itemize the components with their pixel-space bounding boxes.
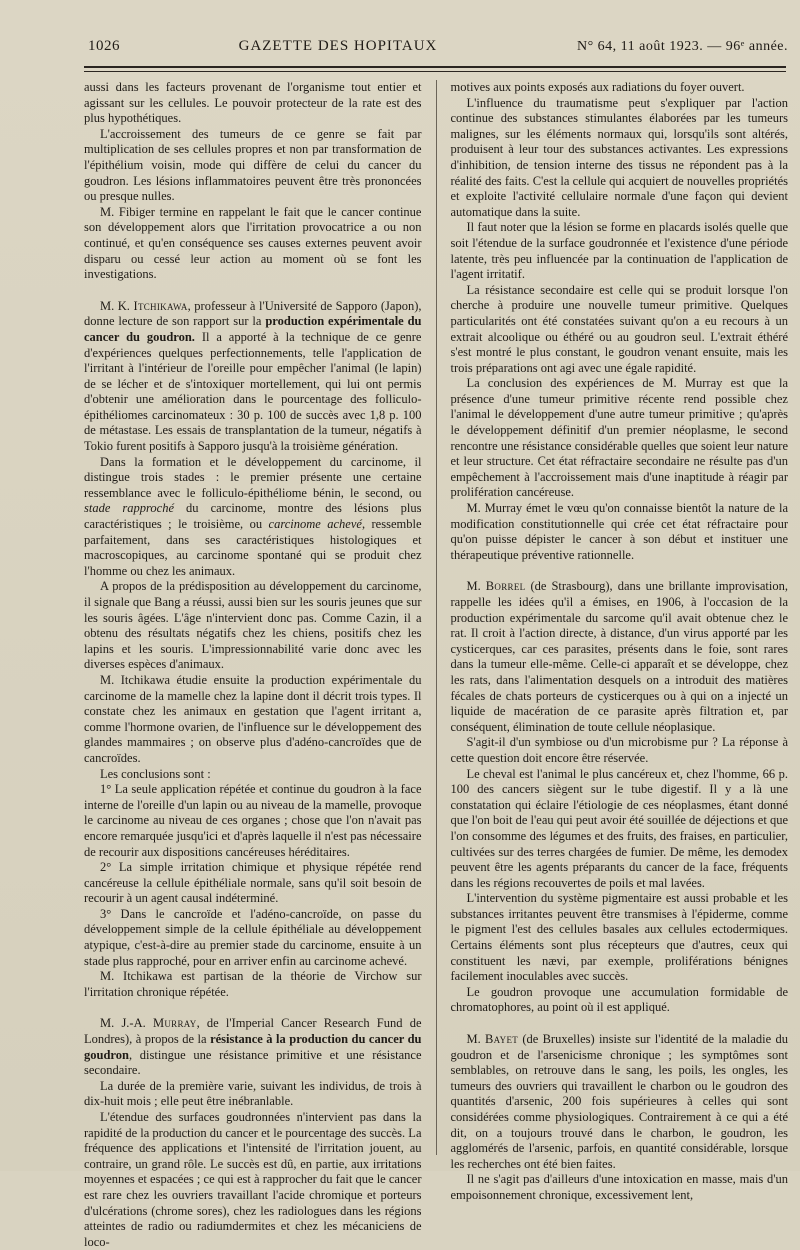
paragraph: S'agit-il d'un symbiose ou d'un microbisme pur ? La réponse à cette question doit encore être réservée. [450, 735, 788, 765]
column-divider [436, 80, 437, 1155]
paragraph: L'intervention du système pigmentaire est aussi probable et les substances irritantes peuvent être transmises à l'épiderme, comme le pigment l'est des cellules basales aux cellules ectodermiques. Certains éléments sont plus récepteurs que d'autres, ceux qui constituent les nævi, par exemple, proliférations bénignes facilement inoculables avec succès. [450, 891, 788, 984]
text-run: , ressemble parfaitement, dans ses caractéristiques histologiques et macroscopiques, au carcinome spontané qui se produit chez l'homme ou chez les animaux. [84, 517, 422, 578]
journal-title: GAZETTE DES HOPITAUX [238, 38, 438, 54]
conclusion-item: 1° La seule application répétée et continue du goudron à la face interne de l'oreille d'un lapin ou au niveau de la mamelle, provoque le carcinome au niveau de ces organes ; chose que l'on n'avait pas encore remarquée jusqu'ici et d'après laquelle il n'est pas nécessaire de recourir aux dispositions cancéreuses héréditaires. [84, 782, 422, 859]
paragraph: Il faut noter que la lésion se forme en placards isolés quelle que soit l'étendue de la surface goudronnée et l'existence d'une période latente, très peu influencée par la continuation de l'application de l'agent irritatif. [450, 220, 788, 282]
author-name: Borrel [485, 579, 526, 594]
text-run: Il a apporté à la technique de ce genre d'expériences quelques perfectionnements, telle l'application de l'irritant à l'intérieur de l'oreille pour empêcher l'animal (le lapin) de se lécher et de s'intoxiquer mortellement, qui lui ont permis d'obtenir une amélioration dans le pourcentage des folliculo-épithéliomes carcinomateux : 30 p. 100 de succès avec 1,8 p. 100 de métastase. Les essais de transplantation de la tumeur, négatifs à Tokio furent positifs à Sapporo jusqu'à la troisième génération. [84, 329, 422, 454]
text-run: , professeur à l'Université de Sapporo (Japon), donne lecture de son rapport sur la [84, 298, 422, 329]
left-column [84, 80, 422, 1249]
paragraph: La durée de la première varie, suivant les individus, de trois à dix-huit mois ; elle peut être inébranlable. [84, 1078, 422, 1109]
issue-info: N° 64, 11 août 1923. — 96ᵉ année. [576, 39, 788, 54]
paragraph: M. Murray émet le vœu qu'on connaisse bientôt la nature de la modification constitutionnelle qui crée cet état réfractaire pour qu'on puisse dépister le cancer à son début et instituer une thérapeutique préventive rationnelle. [450, 501, 788, 562]
text-run: M. [466, 1032, 486, 1047]
author-name: Itchikawa [133, 298, 188, 313]
text-run: , de l'Imperial Cancer Research Fund de Londres), à propos de la [84, 1016, 422, 1047]
paragraph: Il ne s'agit pas d'ailleurs d'une intoxication en masse, mais d'un empoisonnement chronique, excessivement lent, [450, 1172, 788, 1202]
paragraph: M. Itchikawa est partisan de la théorie de Virchow sur l'irritation chronique répétée. [84, 969, 422, 999]
conclusion-item: 2° La simple irritation chimique et physique répétée rend cancéreuse la cellule épithéliale normale, sans qu'il soit besoin de recourir à un agent causal indéterminé. [84, 860, 422, 906]
article-columns [84, 80, 788, 1249]
page-header [88, 38, 788, 62]
paragraph [84, 299, 422, 455]
text-run: Dans la formation et le développement du carcinome, il distingue trois stades : le premier présente une certaine ressemblance avec le folliculo-épithéliome bénin, le second, ou [84, 454, 422, 500]
author-name: Murray [152, 1016, 197, 1031]
paragraph: Le goudron provoque une accumulation formidable de chromatophores, au point où il est appliqué. [450, 984, 788, 1015]
header-rule-thin [84, 71, 786, 72]
paragraph [451, 1032, 789, 1172]
topic-heading: production expérimentale du cancer du goudron. [84, 314, 422, 344]
paragraph: L'étendue des surfaces goudronnées n'intervient pas dans la rapidité de la production du cancer et le pourcentage des succès. La fréquence des applications et l'intensité de l'irritation jouent, au contraire, un grand rôle. Le succès est dû, en partie, aux irritations moyennes et espacées ; ce qui est à rapprocher du fait que le cancer est rare chez les ouvriers travaillant l'acide chromique et porteurs d'ulcérations (chrome sores), chez les radiologues dans les régions atteintes de radio ou radiumdermites et chez les mécaniciens de loco- [84, 1110, 422, 1249]
paragraph: L'influence du traumatisme peut s'expliquer par l'action continue des substances stimulantes élaborées par les tumeurs malignes, sur les éléments normaux qui, lorsqu'ils sont altérés, produisent à leur tour des substances activantes. Les expressions d'inhibition, de tension interne des tissus ne répondent pas à la réalité des faits. C'est la cellule qui acquiert de nouvelles propriétés et exploite l'activité cellulaire normale d'une façon qui devient automatique dans la suite. [450, 95, 788, 219]
paragraph: La conclusion des expériences de M. Murray est que la présence d'une tumeur primitive récente rend possible chez l'animal le développement d'une autre tumeur primitive ; qu'après le développement définitif d'un premier néoplasme, le second rencontre une résistance considérable quelles que soient leur nature et leur structure. Cet état réfractaire secondaire ne résulte pas d'un empêchement à l'accroissement mais d'une inaptitude à réagir par prolifération cancéreuse. [450, 376, 788, 500]
author-name: Bayet [485, 1032, 519, 1047]
paragraph: A propos de la prédisposition au développement du carcinome, il signale que Bang a réussi, aussi bien sur les souris jeunes que sur les souris âgées. L'âge n'intervient donc pas. Comme Cazin, il a obtenu des résultats négatifs chez les chiens, positifs chez les lapins et les souris. L'impressionnabilité varie donc avec les diverses espèces d'animaux. [84, 579, 422, 672]
paragraph: M. Fibiger termine en rappelant le fait que le cancer continue son développement alors que l'irritation provocatrice a ou non continué, et qu'en conséquence ses causes externes peuvent avoir disparu ou cessé leur action au moment où se font les investigations. [84, 204, 422, 282]
paragraph [84, 1016, 422, 1078]
paragraph [451, 579, 789, 735]
paragraph: M. Itchikawa étudie ensuite la production expérimentale du carcinome de la mamelle chez la lapine dont il décrit trois types. Il constate chez les animaux en gestation que l'agent irritant a, comme l'hormone ovarien, de l'influence sur le développement des glandes mammaires ; on observe plus d'adéno-cancroïdes que de cancroïdes. [84, 672, 422, 765]
paragraph: Les conclusions sont : [100, 766, 211, 781]
text-run: M. [466, 579, 486, 594]
text-run: (de Bruxelles) insiste sur l'identité de la maladie du goudron et de l'arsenicisme chronique ; les symptômes sont semblables, on retrouve dans le sang, les poils, les ongles, les tumeurs des ouvriers qui travaillent le charbon ou le goudron des quantités d'arsenic, 200 fois supérieures à celles qui sont considérées comme physiologiques. Contrairement à ce qui a été dit, on a toujours trouvé dans le charbon, le goudron, les agglomérés de l'arsenic, parfois, en quantité considérable, lorsque les recherches ont été bien faites. [450, 1032, 788, 1171]
text-run: M. J.-A. [100, 1016, 153, 1031]
topic-heading: résistance à la production du cancer du goudron [84, 1032, 422, 1062]
text-run: (de Strasbourg), dans une brillante improvisation, rappelle les idées qu'il a émises, en 1906, à l'occasion de la production expérimentale du sarcome qu'il avait obtenue chez le rat. Il croit à l'action directe, à distance, d'un virus apporté par les cysticerques, car ces parasites, présents dans le foie, sont rares dans la tumeur elle-même. Celle-ci apparaît et se développe, chez les rats, dans l'alimentation desquels on a introduit des matières fécales de chats porteurs de cysticerques ou à qui on a injecté un liquide de macération de ce parasite après filtration et, par conséquent, élimination de toute cellule néoplasique. [450, 579, 788, 734]
paragraph: motives aux points exposés aux radiations du foyer ouvert. [450, 80, 745, 94]
text-run: du carcinome, montre des lésions plus caractéristiques ; le troisième, ou [84, 501, 422, 532]
text-run: M. K. [100, 298, 134, 313]
paragraph: aussi dans les facteurs provenant de l'organisme tout entier et agissant sur les cellules. Le pouvoir protecteur de la rate est des plus hypothétiques. [84, 80, 422, 126]
paragraph: La résistance secondaire est celle qui se produit lorsque l'on cherche à produire une nouvelle tumeur primitive. Quelques particularités ont été constatées suivant qu'on a eu recours à un extrait alcoolique ou éthéré ou au goudron seul. L'extrait éthéré s'est montré le plus constant, le goudron venant ensuite, mais les trois préparations ont agi avec une égale rapidité. [450, 282, 788, 375]
page-number: 1026 [88, 38, 120, 54]
right-column [450, 80, 789, 1202]
italic-term: carcinome achevé [268, 517, 362, 532]
italic-term: stade rapproché [84, 501, 175, 516]
text-run: , distingue une résistance primitive et une résistance secondaire. [84, 1047, 422, 1078]
conclusion-item: 3° Dans le cancroïde et l'adéno-cancroïde, on passe du développement simple de la cellule épithéliale au développement atypique, c'est-à-dire au premier stade du carcinome, ensuite à un stade plus rapproché, pour en arriver enfin au carcinome achevé. [84, 906, 422, 968]
header-rule [84, 66, 786, 68]
paragraph: L'accroissement des tumeurs de ce genre se fait par multiplication de ses cellules propres et non par transformation de l'épithélium voisin, mode qui diffère de celui du cancer du goudron. Les lésions inflammatoires peuvent être très prononcées ou presque nulles. [84, 126, 422, 204]
paragraph [84, 455, 422, 580]
paragraph: Le cheval est l'animal le plus cancéreux et, chez l'homme, 66 p. 100 des cancers siègent sur le tube digestif. Il y a là une constatation qui éclaire l'étiologie de ces néoplasmes, étant donné que l'on boit de l'eau qui peut avoir été souillée de déjections et que l'on consomme des légumes et des fruits, des fraises, en particulier, cultivées sur des terres chargées de fumier. De même, les demodex peuvent être les agents préparants du cancer de la face, fréquents dans les régions recouvertes de poils et mal lavées. [450, 766, 788, 890]
